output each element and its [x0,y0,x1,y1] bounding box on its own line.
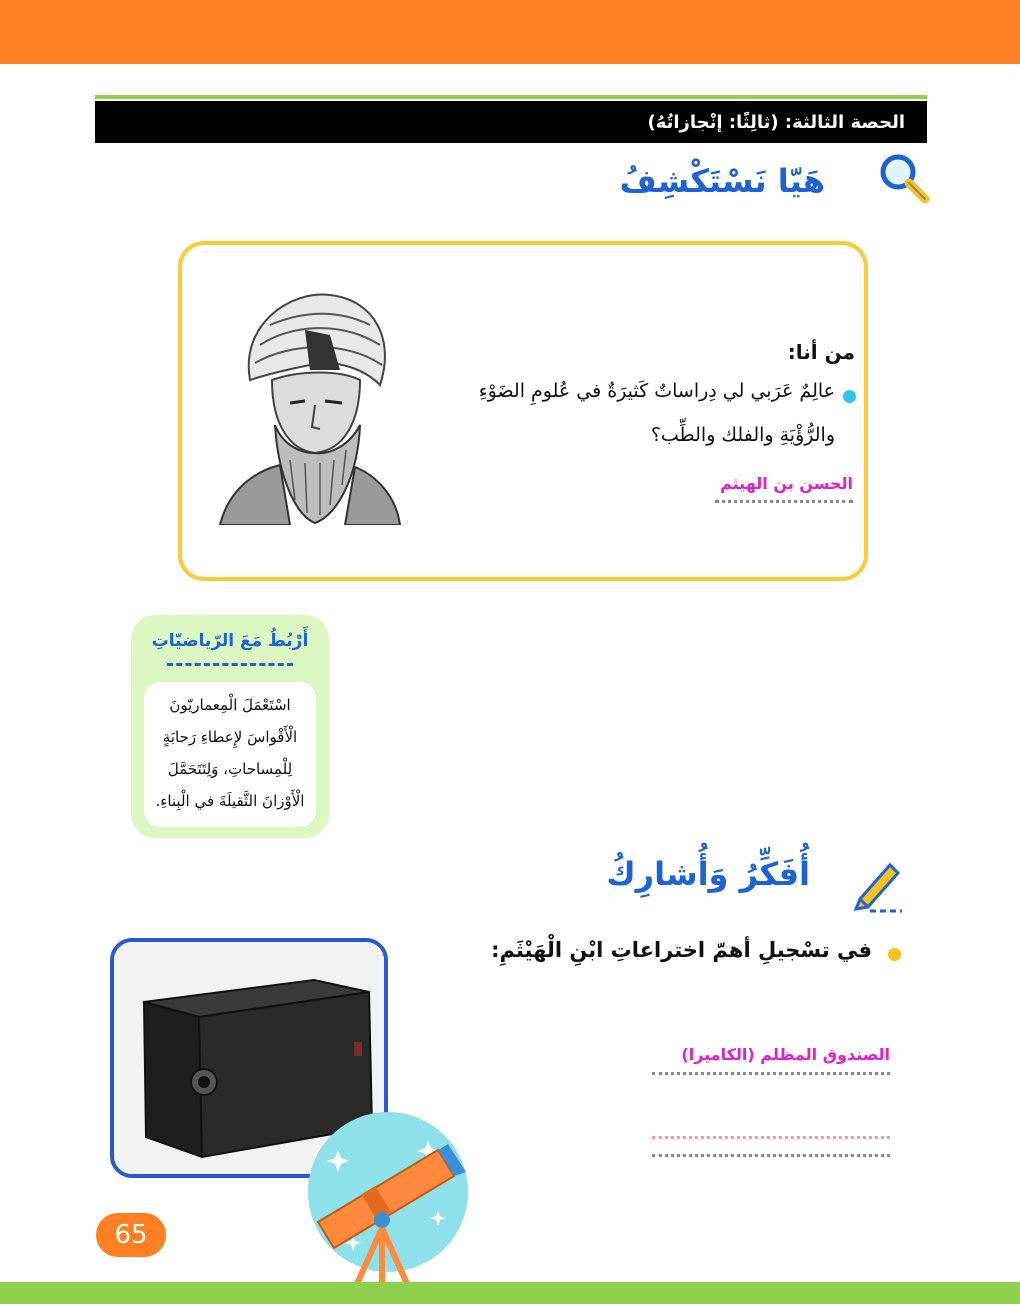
top-orange-band [0,0,1020,64]
bullet-dot [843,390,856,403]
who-am-i-label: من أنا: [787,340,855,364]
pencil-icon [846,855,904,913]
explore-section-title: هَيّا نَسْتَكْشِفُ [619,162,825,200]
math-link-line-2: الْأَقْواسَ لإِعطاءِ رَحابَةٍ [162,728,298,746]
math-link-line-3: لِلْمِساحاتِ، وَلِتَتَحَمَّلَ [167,760,293,778]
think-share-title: أُفَكِّرُ وَأُشارِكُ [606,855,810,893]
clue-line-2: والرُّؤْيَةِ والفلك والطِّب؟ [650,424,835,446]
bottom-green-band [0,1282,1020,1304]
clue-line-1: عالِمٌ عَرَبي لي دِراساتٌ كَثيرَةٌ في عُلومِ الضَوْءِ [478,380,835,402]
lesson-title-bar [95,101,927,143]
math-link-line-1: اسْتَعْمَلَ الْمِعماريّونَ [169,696,291,714]
math-link-text-panel [144,682,316,827]
telescope-illustration [298,1110,478,1304]
math-link-box [131,615,329,838]
ibn-al-haytham-portrait [210,285,410,525]
header-green-rule [95,95,927,99]
page-number: 65 [96,1213,166,1257]
math-link-line-4: الْأَوْزانَ الثَّقيلَةَ في الْبِناءِ. [155,792,305,810]
answer-dotted-line [652,1072,890,1075]
question-answer: الصندوق المظلم (الكاميرا) [681,1045,890,1064]
answer-dotted-line [715,500,853,503]
magnifier-icon [876,150,932,206]
answer-dotted-line-pink [652,1136,890,1139]
answer-dotted-line [652,1154,890,1157]
math-link-title: أَرْبُطُ مَعَ الرّياضيّاتِ [151,631,309,651]
who-am-i-answer: الحسن بن الهيثم [720,474,853,493]
question-bullet-dot [888,948,901,961]
lesson-title: الحصة الثالثة: (ثالِثًا: إنْجازاتُهُ) [647,111,905,133]
math-link-title-underline [167,663,293,666]
question-text: في تسْجيلِ أهمّ اختراعاتِ ابْنِ الْهَيْثَمِ: [491,938,872,962]
